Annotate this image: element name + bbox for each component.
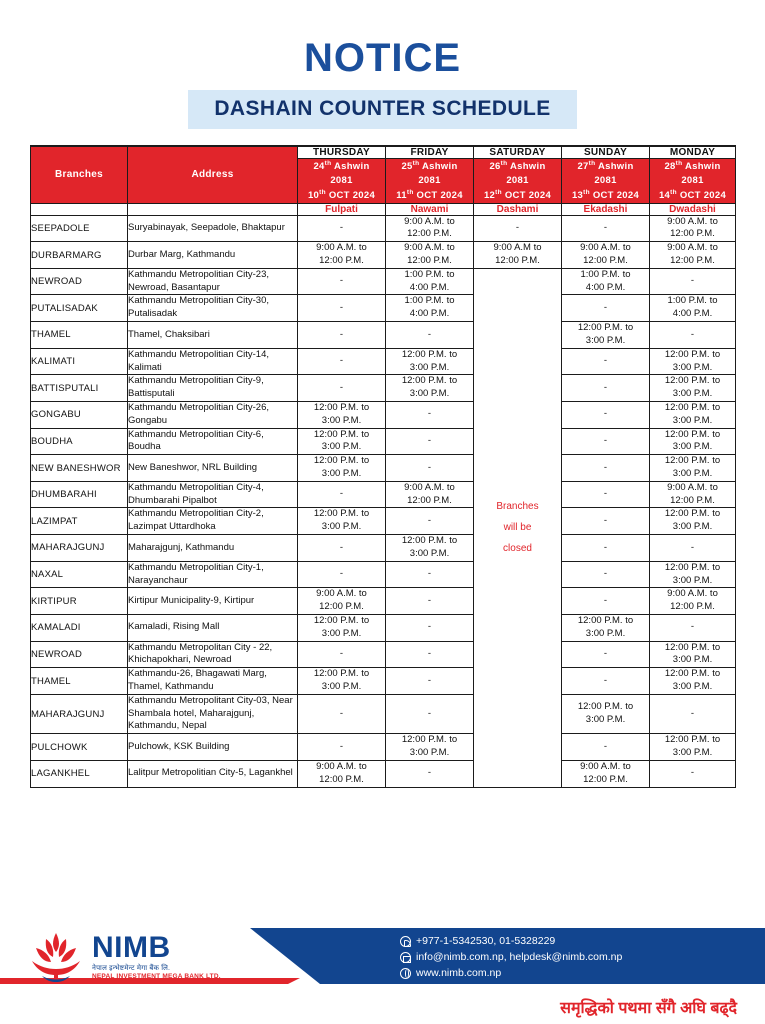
branch-name: MAHARAJGUNJ bbox=[31, 535, 128, 562]
hours-friday: 9:00 A.M. to 12:00 P.M. bbox=[386, 215, 474, 242]
column-header-weekday-3: SATURDAY bbox=[474, 147, 562, 159]
hours-thursday: 9:00 A.M. to 12:00 P.M. bbox=[298, 242, 386, 269]
contact-email-row bbox=[400, 950, 622, 966]
hours-monday: 12:00 P.M. to 3:00 P.M. bbox=[650, 375, 736, 402]
hours-friday: - bbox=[386, 588, 474, 615]
branch-address: Kathmandu Metropolitian City-23, Newroad, Basantapur bbox=[128, 268, 298, 295]
hours-sunday: - bbox=[562, 455, 650, 482]
table-row bbox=[31, 760, 736, 787]
contact-web-row bbox=[400, 966, 622, 982]
hours-monday: 12:00 P.M. to 3:00 P.M. bbox=[650, 455, 736, 482]
hours-thursday: - bbox=[298, 322, 386, 349]
column-header-date-3: 26th Ashwin 2081 12th OCT 2024 bbox=[474, 159, 562, 204]
hours-monday: 9:00 A.M. to 12:00 P.M. bbox=[650, 481, 736, 508]
contact-phone-row bbox=[400, 934, 622, 950]
branch-name: DHUMBARAHI bbox=[31, 481, 128, 508]
hours-sunday: 12:00 P.M. to 3:00 P.M. bbox=[562, 694, 650, 733]
hours-sunday: - bbox=[562, 508, 650, 535]
table-row bbox=[31, 428, 736, 455]
hours-thursday: 12:00 P.M. to 3:00 P.M. bbox=[298, 614, 386, 641]
branch-name: SEEPADOLE bbox=[31, 215, 128, 242]
hours-friday: - bbox=[386, 428, 474, 455]
festival-name-1: Fulpati bbox=[298, 203, 386, 215]
table-row bbox=[31, 614, 736, 641]
branch-name: KAMALADI bbox=[31, 614, 128, 641]
hours-thursday: - bbox=[298, 535, 386, 562]
festival-name-4: Ekadashi bbox=[562, 203, 650, 215]
festival-name-3: Dashami bbox=[474, 203, 562, 215]
branch-address: Kathmandu Metropolitian City-2, Lazimpat Uttardhoka bbox=[128, 508, 298, 535]
schedule-table-container bbox=[30, 145, 735, 788]
branch-address: Kamaladi, Rising Mall bbox=[128, 614, 298, 641]
hours-friday: 9:00 A.M. to 12:00 P.M. bbox=[386, 242, 474, 269]
branch-name: GONGABU bbox=[31, 401, 128, 428]
branch-address: Maharajgunj, Kathmandu bbox=[128, 535, 298, 562]
tagline: समृद्धिको पथमा सँगै अघि बढ्दै bbox=[560, 1000, 737, 1017]
hours-friday: - bbox=[386, 322, 474, 349]
branch-address: Kathmandu Metropolitian City-30, Putalisadak bbox=[128, 295, 298, 322]
lotus-logo-icon bbox=[28, 930, 84, 984]
branch-address: Pulchowk, KSK Building bbox=[128, 734, 298, 761]
hours-sunday: - bbox=[562, 348, 650, 375]
hours-monday: - bbox=[650, 614, 736, 641]
hours-thursday: 12:00 P.M. to 3:00 P.M. bbox=[298, 401, 386, 428]
hours-monday: - bbox=[650, 760, 736, 787]
hours-monday: 9:00 A.M. to 12:00 P.M. bbox=[650, 588, 736, 615]
column-header-date-4: 27th Ashwin 2081 13th OCT 2024 bbox=[562, 159, 650, 204]
branch-name: KIRTIPUR bbox=[31, 588, 128, 615]
hours-sunday: 9:00 A.M. to 12:00 P.M. bbox=[562, 760, 650, 787]
branch-address: Kathmandu Metropolitian City-26, Gongabu bbox=[128, 401, 298, 428]
hours-monday: 12:00 P.M. to 3:00 P.M. bbox=[650, 401, 736, 428]
hours-sunday: - bbox=[562, 535, 650, 562]
branch-address: Kathmandu Metropolitian City-1, Narayanchaur bbox=[128, 561, 298, 588]
branch-address: Kathmandu Metropolitian City-6, Boudha bbox=[128, 428, 298, 455]
table-row bbox=[31, 455, 736, 482]
hours-saturday: 9:00 A.M to 12:00 P.M. bbox=[474, 242, 562, 269]
schedule-table bbox=[30, 145, 736, 788]
hours-friday: 12:00 P.M. to 3:00 P.M. bbox=[386, 734, 474, 761]
hours-monday: 12:00 P.M. to 3:00 P.M. bbox=[650, 668, 736, 695]
column-header-weekday-5: MONDAY bbox=[650, 147, 736, 159]
branch-name: MAHARAJGUNJ bbox=[31, 694, 128, 733]
table-row bbox=[31, 641, 736, 668]
table-row bbox=[31, 588, 736, 615]
table-row bbox=[31, 375, 736, 402]
subtitle-container bbox=[0, 90, 765, 129]
branch-address: Thamel, Chaksibari bbox=[128, 322, 298, 349]
hours-monday: 12:00 P.M. to 3:00 P.M. bbox=[650, 641, 736, 668]
hours-monday: 12:00 P.M. to 3:00 P.M. bbox=[650, 348, 736, 375]
table-row bbox=[31, 561, 736, 588]
table-row bbox=[31, 322, 736, 349]
contact-email[interactable]: info@nimb.com.np, helpdesk@nimb.com.np bbox=[416, 950, 623, 963]
hours-friday: 9:00 A.M. to 12:00 P.M. bbox=[386, 481, 474, 508]
footer bbox=[0, 928, 765, 1024]
hours-thursday: - bbox=[298, 734, 386, 761]
table-row bbox=[31, 242, 736, 269]
hours-friday: 12:00 P.M. to 3:00 P.M. bbox=[386, 535, 474, 562]
branch-name: PUTALISADAK bbox=[31, 295, 128, 322]
hours-monday: 12:00 P.M. to 3:00 P.M. bbox=[650, 428, 736, 455]
table-row bbox=[31, 694, 736, 733]
hours-sunday: 12:00 P.M. to 3:00 P.M. bbox=[562, 614, 650, 641]
globe-icon bbox=[400, 968, 411, 979]
phone-icon bbox=[400, 936, 411, 947]
hours-sunday: - bbox=[562, 428, 650, 455]
branch-name: THAMEL bbox=[31, 322, 128, 349]
table-row bbox=[31, 481, 736, 508]
branch-name: THAMEL bbox=[31, 668, 128, 695]
hours-sunday: - bbox=[562, 295, 650, 322]
hours-monday: - bbox=[650, 694, 736, 733]
table-row bbox=[31, 535, 736, 562]
hours-sunday: - bbox=[562, 668, 650, 695]
hours-friday: - bbox=[386, 401, 474, 428]
hours-friday: 12:00 P.M. to 3:00 P.M. bbox=[386, 375, 474, 402]
branch-address: Durbar Marg, Kathmandu bbox=[128, 242, 298, 269]
hours-friday: - bbox=[386, 561, 474, 588]
hours-thursday: 12:00 P.M. to 3:00 P.M. bbox=[298, 455, 386, 482]
hours-thursday: - bbox=[298, 375, 386, 402]
page-title: NOTICE bbox=[303, 36, 462, 80]
branch-name: KALIMATI bbox=[31, 348, 128, 375]
column-header-date-2: 25th Ashwin 2081 11th OCT 2024 bbox=[386, 159, 474, 204]
hours-friday: 12:00 P.M. to 3:00 P.M. bbox=[386, 348, 474, 375]
weekday-header-row bbox=[31, 147, 736, 159]
hours-friday: - bbox=[386, 760, 474, 787]
hours-friday: - bbox=[386, 455, 474, 482]
table-row bbox=[31, 668, 736, 695]
hours-sunday: - bbox=[562, 734, 650, 761]
festival-spacer-branches bbox=[31, 203, 128, 215]
festival-spacer-address bbox=[128, 203, 298, 215]
branch-address: Kathmandu Metropolitian City-9, Battisputali bbox=[128, 375, 298, 402]
table-row bbox=[31, 508, 736, 535]
hours-friday: 1:00 P.M. to 4:00 P.M. bbox=[386, 268, 474, 295]
bank-name-nepali: नेपाल इन्भेष्टमेन्ट मेगा बैंक लि. bbox=[92, 965, 171, 973]
hours-sunday: - bbox=[562, 561, 650, 588]
hours-friday: 1:00 P.M. to 4:00 P.M. bbox=[386, 295, 474, 322]
hours-monday: 9:00 A.M. to 12:00 P.M. bbox=[650, 242, 736, 269]
branch-name: BATTISPUTALI bbox=[31, 375, 128, 402]
branch-name: NEWROAD bbox=[31, 268, 128, 295]
hours-thursday: 12:00 P.M. to 3:00 P.M. bbox=[298, 508, 386, 535]
column-header-date-1: 24th Ashwin 2081 10th OCT 2024 bbox=[298, 159, 386, 204]
column-header-weekday-4: SUNDAY bbox=[562, 147, 650, 159]
festival-name-2: Nawami bbox=[386, 203, 474, 215]
contact-info bbox=[400, 934, 622, 981]
hours-monday: 12:00 P.M. to 3:00 P.M. bbox=[650, 508, 736, 535]
branch-name: BOUDHA bbox=[31, 428, 128, 455]
hours-thursday: 12:00 P.M. to 3:00 P.M. bbox=[298, 428, 386, 455]
hours-friday: - bbox=[386, 508, 474, 535]
branch-name: NEWROAD bbox=[31, 641, 128, 668]
branch-address: New Baneshwor, NRL Building bbox=[128, 455, 298, 482]
column-header-weekday-2: FRIDAY bbox=[386, 147, 474, 159]
table-row bbox=[31, 734, 736, 761]
hours-sunday: 12:00 P.M. to 3:00 P.M. bbox=[562, 322, 650, 349]
hours-monday: 12:00 P.M. to 3:00 P.M. bbox=[650, 734, 736, 761]
hours-friday: - bbox=[386, 694, 474, 733]
hours-sunday: - bbox=[562, 641, 650, 668]
branch-address: Lalitpur Metropolitian City-5, Lagankhel bbox=[128, 760, 298, 787]
bank-name-english: NEPAL INVESTMENT MEGA BANK LTD. bbox=[92, 973, 221, 981]
branch-name: LAZIMPAT bbox=[31, 508, 128, 535]
branch-address: Kathmandu Metropolitian City-14, Kalimati bbox=[128, 348, 298, 375]
hours-saturday: - bbox=[474, 215, 562, 242]
table-row bbox=[31, 215, 736, 242]
hours-monday: - bbox=[650, 535, 736, 562]
hours-friday: - bbox=[386, 614, 474, 641]
branch-address: Kathmandu Metropolitan City - 22, Khichapokhari, Newroad bbox=[128, 641, 298, 668]
hours-sunday: - bbox=[562, 588, 650, 615]
branch-name: NAXAL bbox=[31, 561, 128, 588]
table-row bbox=[31, 268, 736, 295]
bank-name-block bbox=[92, 933, 221, 981]
branch-address: Kirtipur Municipality-9, Kirtipur bbox=[128, 588, 298, 615]
table-row bbox=[31, 348, 736, 375]
branch-address: Kathmandu-26, Bhagawati Marg, Thamel, Kathmandu bbox=[128, 668, 298, 695]
hours-thursday: 9:00 A.M. to 12:00 P.M. bbox=[298, 760, 386, 787]
table-row bbox=[31, 295, 736, 322]
branch-address: Suryabinayak, Seepadole, Bhaktapur bbox=[128, 215, 298, 242]
hours-monday: 1:00 P.M. to 4:00 P.M. bbox=[650, 295, 736, 322]
hours-sunday: - bbox=[562, 401, 650, 428]
column-header-address: Address bbox=[128, 147, 298, 204]
hours-sunday: - bbox=[562, 375, 650, 402]
hours-thursday: 9:00 A.M. to 12:00 P.M. bbox=[298, 588, 386, 615]
hours-friday: - bbox=[386, 641, 474, 668]
mail-icon bbox=[400, 952, 411, 963]
hours-thursday: - bbox=[298, 481, 386, 508]
column-header-weekday-1: THURSDAY bbox=[298, 147, 386, 159]
hours-sunday: - bbox=[562, 481, 650, 508]
saturday-closed-note: Branches will be closed bbox=[474, 268, 562, 787]
bank-name: NIMB bbox=[92, 931, 171, 965]
branch-address: Kathmandu Metropolitant City-03, Near Shambala hotel, Maharajgunj, Kathmandu, Nepal bbox=[128, 694, 298, 733]
contact-website[interactable]: www.nimb.com.np bbox=[416, 966, 502, 979]
hours-monday: 9:00 A.M. to 12:00 P.M. bbox=[650, 215, 736, 242]
page-subtitle: DASHAIN COUNTER SCHEDULE bbox=[188, 90, 576, 129]
branch-name: DURBARMARG bbox=[31, 242, 128, 269]
hours-thursday: - bbox=[298, 694, 386, 733]
bank-logo bbox=[28, 930, 221, 984]
hours-monday: 12:00 P.M. to 3:00 P.M. bbox=[650, 561, 736, 588]
festival-header-row bbox=[31, 203, 736, 215]
hours-thursday: - bbox=[298, 641, 386, 668]
hours-monday: - bbox=[650, 268, 736, 295]
hours-friday: - bbox=[386, 668, 474, 695]
hours-thursday: - bbox=[298, 348, 386, 375]
branch-name: LAGANKHEL bbox=[31, 760, 128, 787]
column-header-date-5: 28th Ashwin 2081 14th OCT 2024 bbox=[650, 159, 736, 204]
branch-address: Kathmandu Metropolitian City-4, Dhumbarahi Pipalbot bbox=[128, 481, 298, 508]
table-row bbox=[31, 401, 736, 428]
branch-name: PULCHOWK bbox=[31, 734, 128, 761]
hours-thursday: - bbox=[298, 215, 386, 242]
festival-name-5: Dwadashi bbox=[650, 203, 736, 215]
hours-thursday: - bbox=[298, 268, 386, 295]
hours-thursday: 12:00 P.M. to 3:00 P.M. bbox=[298, 668, 386, 695]
hours-sunday: - bbox=[562, 215, 650, 242]
column-header-branches: Branches bbox=[31, 147, 128, 204]
hours-sunday: 1:00 P.M. to 4:00 P.M. bbox=[562, 268, 650, 295]
contact-phone: +977-1-5342530, 01-5328229 bbox=[416, 935, 556, 947]
branch-name: NEW BANESHWOR bbox=[31, 455, 128, 482]
hours-sunday: 9:00 A.M. to 12:00 P.M. bbox=[562, 242, 650, 269]
hours-thursday: - bbox=[298, 561, 386, 588]
hours-thursday: - bbox=[298, 295, 386, 322]
hours-monday: - bbox=[650, 322, 736, 349]
